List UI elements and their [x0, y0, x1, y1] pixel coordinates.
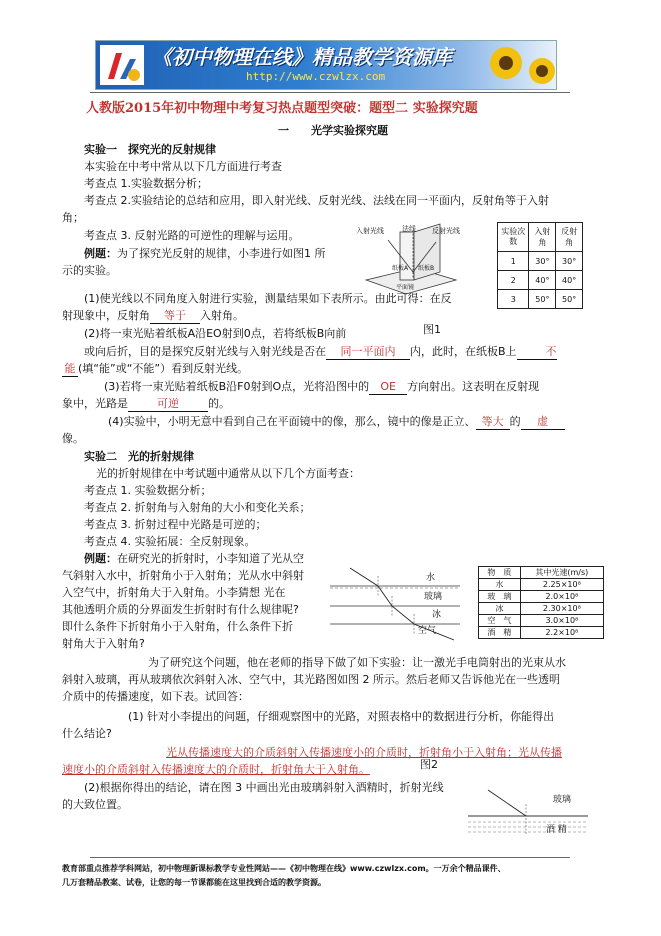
footer-line-2: 几万套精品教案、试卷，让您的每一节课都能在这里找到合适的教学资源。	[62, 878, 326, 887]
fig1-label-board-b: 纸板B	[418, 265, 435, 272]
exp2-point-4: 考查点 4. 实验拓展：全反射现象。	[84, 535, 256, 548]
table-header-row	[479, 567, 604, 579]
fig1-label-normal: 法线	[402, 225, 416, 233]
fig1-label-board-a: 纸板A	[392, 265, 409, 272]
table-header-row	[498, 223, 583, 252]
exp2-answer-2: 速度小的介质斜射入传播速度大的介质时，折射角大于入射角。	[62, 763, 370, 776]
header-banner	[95, 40, 557, 90]
figure-1-caption: 图1	[423, 323, 441, 336]
fig2-label-air: 空气	[418, 626, 437, 636]
exp2-example-1: 例题：在研究光的折射时，小李知道了光从空	[84, 552, 304, 565]
exp1-q2c: 能 (填“能”或“不能”）看到反射光线。	[62, 362, 248, 377]
table-row: 水 2.25×10⁸	[479, 579, 604, 591]
exp1-point-2b: 角；	[62, 211, 84, 224]
exp1-q4a: (4)实验中，小明无意中看到自己在平面镜中的像，那么，镜中的像是正立、 等大 的 虚	[108, 415, 565, 430]
table-cell: 30°	[556, 252, 583, 271]
exp1-point-1: 考查点 1.实验数据分析；	[84, 177, 208, 190]
exp2-para-3: 介质中的传播速度，如下表。试回答：	[62, 690, 249, 703]
fig2-label-water: 水	[426, 573, 436, 583]
table-cell: 40°	[529, 271, 556, 290]
table-cell: 50°	[529, 290, 556, 309]
exp2-intro: 光的折射规律在中考试题中通常从以下几个方面考查：	[96, 467, 360, 480]
exp2-point-3: 考查点 3. 折射过程中光路是可逆的；	[84, 518, 267, 531]
sunflower-icon	[476, 41, 556, 89]
exp1-q4b: 像。	[62, 432, 84, 445]
exp1-heading: 实验一 探究光的反射规律	[84, 143, 216, 156]
exp2-example-5: 即什么条件下折射角小于入射角，什么条件下折	[62, 620, 293, 633]
table-cell: 50°	[556, 290, 583, 309]
table-row: 玻 璃 2.0×10⁸	[479, 591, 604, 603]
example-text: 为了探究光反射的规律，小李进行如图1 所	[117, 247, 326, 260]
table-header-cell: 入射角	[529, 223, 556, 252]
answer-blank: 可逆	[128, 397, 208, 412]
table-row	[498, 290, 583, 309]
exp2-answer-1: 光从传播速度大的介质斜射入传播速度小的介质时，折射角小于入射角；光从传播	[166, 746, 562, 759]
exp1-q1b: 射现象中，反射角 等于 入射角。	[62, 309, 244, 322]
answer-blank: 不	[517, 345, 557, 360]
answer-blank: OE	[369, 380, 407, 395]
answer-blank: 同一平面内	[326, 345, 410, 360]
exp2-q1a: (1) 针对小李提出的问题，仔细观察图中的光路，对照表格中的数据进行分析，你能得出	[128, 710, 555, 723]
exp2-para-2: 斜射入玻璃，再从玻璃依次斜射入冰、空气中，其光路图如图 2 所示。然后老师又告诉他光在一些透明	[62, 673, 560, 686]
exp2-example-2: 气斜射入水中，折射角小于入射角；光从水中斜射	[62, 569, 304, 582]
exp1-q1a: (1)使光线以不同角度入射进行实验，测量结果如下表所示。由此可得：在反	[84, 292, 452, 305]
table-cell: 30°	[529, 252, 556, 271]
exp1-q3a: (3)若将一束光贴着纸板B沿F0射到O点，光将沿图中的 OE 方向射出。这表明在反射现	[104, 380, 540, 393]
answer-blank: 等大	[476, 415, 510, 430]
banner-url: http://www.czwlzx.com	[246, 70, 386, 83]
table-cell: 3	[498, 290, 529, 309]
exp2-q2a: (2)根据你得出的结论，请在图 3 中画出光由玻璃斜射入酒精时，折射光线	[84, 781, 444, 794]
figure-2-diagram	[330, 566, 460, 642]
table-cell: 40°	[556, 271, 583, 290]
fig1-label-reflected: 反射光线	[432, 227, 460, 235]
exp1-example-b: 示的实验。	[62, 264, 117, 277]
exp2-point-1: 考查点 1. 实验数据分析；	[84, 484, 212, 497]
site-logo-icon	[100, 45, 144, 85]
table-header-cell: 实验次数	[498, 223, 529, 252]
page-title: 人教版2015年初中物理中考复习热点题型突破：题型二 实验探究题	[86, 101, 478, 116]
table-header-cell: 反射角	[556, 223, 583, 252]
table-row: 酒 精 2.2×10⁸	[479, 627, 604, 639]
figure-2-caption: 图2	[420, 758, 438, 771]
answer-blank: 虚	[521, 415, 565, 430]
fig3-label-alcohol: 酒 精	[546, 825, 567, 835]
example-label: 例题：	[84, 247, 117, 260]
table-cell: 2	[498, 271, 529, 290]
fig2-label-ice: 冰	[432, 610, 442, 620]
section-title: 一 光学实验探究题	[278, 124, 388, 137]
fig1-label-incident: 入射光线	[356, 227, 384, 235]
exp2-example-4: 其他透明介质的分界面发生折射时有什么规律呢?	[62, 603, 299, 616]
exp2-example-3: 入空气中，折射角大于入射角。小李猜想 光在	[62, 586, 286, 599]
table-header-cell: 物 质	[479, 567, 521, 579]
exp2-q1b: 什么结论?	[62, 727, 112, 740]
table-row: 空 气 3.0×10⁸	[479, 615, 604, 627]
table-header-cell: 其中光速(m/s)	[520, 567, 603, 579]
footer-line-1: 教育部重点推荐学科网站，初中物理新课标教学专业性网站——《初中物理在线》www.czwlzx.com。一万余个精品课件、	[62, 864, 506, 873]
fig3-label-glass: 玻璃	[553, 795, 572, 805]
table-row	[498, 271, 583, 290]
header-rule	[90, 92, 570, 93]
exp1-point-3: 考查点 3. 反射光路的可逆性的理解与运用。	[84, 229, 300, 242]
fig1-label-mirror: 平面镜	[396, 284, 415, 291]
fig2-label-glass: 玻璃	[424, 592, 443, 602]
table-row	[498, 252, 583, 271]
exp2-point-2: 考查点 2. 折射角与入射角的大小和变化关系；	[84, 501, 311, 514]
table-cell: 1	[498, 252, 529, 271]
exp1-intro: 本实验在中考中常从以下几方面进行考查	[84, 160, 282, 173]
answer-blank: 等于	[150, 309, 200, 324]
light-speed-table	[478, 566, 604, 639]
exp2-q2b: 的大致位置。	[62, 798, 128, 811]
exp2-example-6: 射角大于入射角?	[62, 637, 145, 650]
exp1-example	[84, 247, 326, 261]
exp1-q3b: 象中，光路是 可逆 的。	[62, 397, 230, 410]
exp2-heading: 实验二 光的折射规律	[84, 450, 194, 463]
footer-rule	[90, 857, 570, 858]
exp1-q2a: (2)将一束光贴着纸板A沿EO射到0点，若将纸板B向前	[84, 327, 347, 340]
table-row: 冰 2.30×10⁸	[479, 603, 604, 615]
exp1-q2b: 或向后折，目的是探究反射光线与入射光线是否在 同一平面内 内，此时，在纸板B上 不	[84, 345, 557, 358]
banner-title: 《初中物理在线》精品教学资源库	[152, 45, 452, 69]
reflection-data-table	[497, 222, 583, 309]
exp2-para-1: 为了研究这个问题，他在老师的指导下做了如下实验：让一激光手电筒射出的光束从水	[148, 656, 566, 669]
exp1-point-2a: 考查点 2.实验结论的总结和应用，即入射光线、反射光线、法线在同一平面内，反射角等于入射	[84, 194, 549, 207]
